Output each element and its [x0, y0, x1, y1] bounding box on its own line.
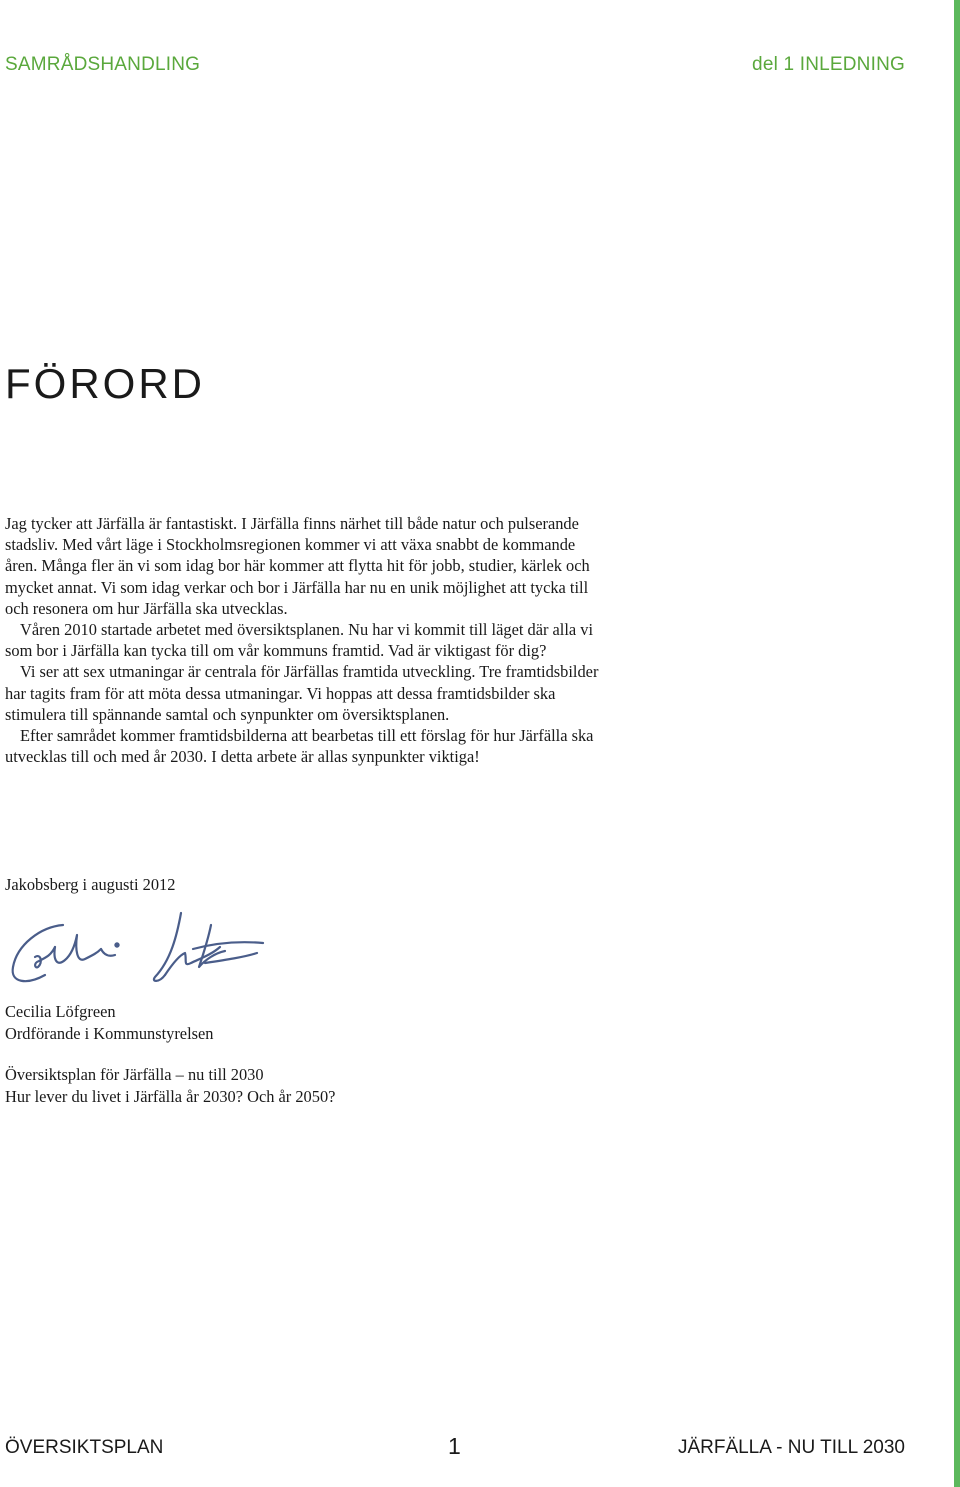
signer-block [5, 1001, 213, 1044]
paragraph: Efter samrådet kommer framtidsbilderna att bearbetas till ett förslag för hur Järfälla ska utvecklas till och med år 2030. I detta arbete är allas synpunkter viktiga! [5, 726, 594, 767]
header-left: SAMRÅDSHANDLING [5, 54, 201, 75]
signer-role: Ordförande i Kommunstyrelsen [5, 1023, 214, 1043]
accent-rule [954, 0, 960, 1487]
footer-right: JÄRFÄLLA - NU TILL 2030 [677, 1437, 905, 1458]
dateline: Jakobsberg i augusti 2012 [5, 875, 176, 894]
footer-left: ÖVERSIKTSPLAN [5, 1437, 164, 1458]
paragraph: Jag tycker att Järfälla är fantastiskt. I Järfälla finns närhet till både natur och pulserande stadsliv. Med vårt läge i Stockholmsregionen kommer vi att växa snabbt de kommande åren. Många fler än vi som idag bor här kommer att flytta hit för jobb, studier, kärlek och mycket annat. Vi som idag verkar och bor i Järfälla har nu en unik möjlighet att tycka till och resonera om hur Järfälla ska utvecklas. [5, 514, 590, 618]
document-info [5, 1064, 335, 1107]
paragraph: Våren 2010 startade arbetet med översiktsplanen. Nu har vi kommit till läget där alla vi som bor i Järfälla kan tycka till om vår kommuns framtid. Vad är viktigast för dig? [5, 620, 594, 661]
paragraph: Vi ser att sex utmaningar är centrala för Järfällas framtida utveckling. Tre framtidsbilder har tagits fram för att möta dessa utmaningar. Vi hoppas att dessa framtidsbilder ska stimulera till spännande samtal och synpunkter om översiktsplanen. [5, 662, 599, 724]
header-right: del 1 INLEDNING [752, 54, 905, 75]
document-subtitle-line: Hur lever du livet i Järfälla år 2030? Och år 2050? [5, 1086, 336, 1106]
page-number: 1 [448, 1433, 461, 1459]
foreword-body [5, 513, 605, 767]
signer-name: Cecilia Löfgreen [5, 1002, 116, 1021]
signature-image [5, 905, 270, 995]
document-title-line: Översiktsplan för Järfälla – nu till 2030 [5, 1065, 264, 1084]
page-title: FÖRORD [5, 360, 205, 407]
